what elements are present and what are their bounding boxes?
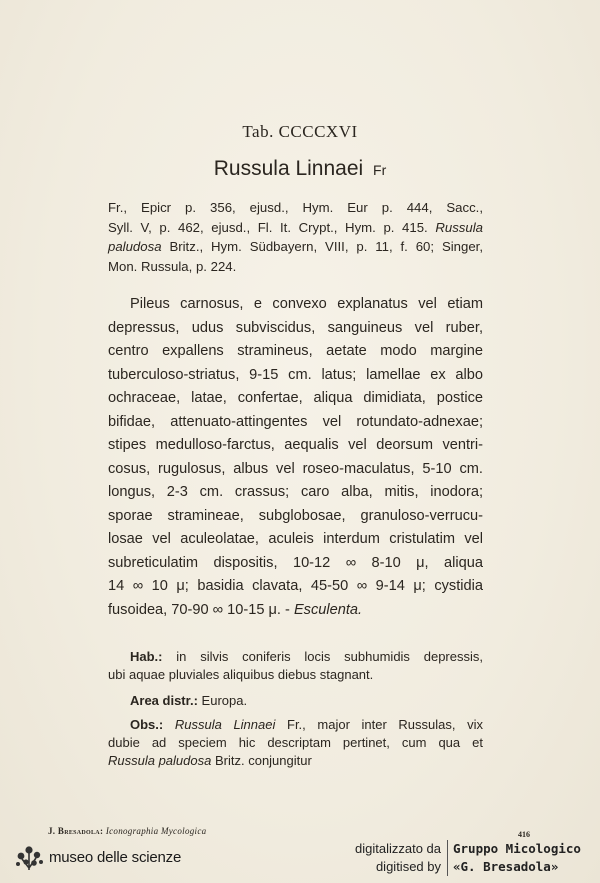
distribution-label: Area distr.: — [130, 693, 198, 708]
description-line: bifidae, attenuato-attingentes vel rotundato-adnexae; — [108, 413, 483, 430]
notes-block — [108, 648, 483, 770]
page-number: 416 — [518, 830, 530, 839]
distribution-line: Area distr.: Europa. — [130, 693, 248, 708]
species-name: Russula Linnaei — [213, 157, 364, 180]
habitat-line: ubi aquae pluviales aliquibus diebus stagnant. — [108, 667, 374, 682]
latin-description — [108, 293, 483, 622]
citation-italic: paludosa — [108, 239, 162, 254]
description-line: stipes medulloso-farctus, aequalis vel deorsum ventri- — [108, 437, 483, 453]
description-line: centro expallens stramineus, aetate modo margine — [108, 343, 483, 359]
description-line: cosus, rugulosus, albus vel roseo-maculatus, 5-10 cm. — [108, 460, 483, 477]
citation-line: Mon. Russula, p. 224. — [108, 258, 237, 274]
description-line: fusoidea, 70-90 ∞ 10-15 μ. - Esculenta. — [108, 601, 363, 618]
citation-block — [108, 198, 483, 276]
description-line: longus, 2-3 cm. crassus; caro alba, mitis, inodora; — [108, 484, 483, 500]
description-line: 14 ∞ 10 μ; basidia clavata, 45-50 ∞ 9-14 μ; cystidia — [108, 578, 483, 594]
habitat-line: Hab.: in silvis coniferis locis subhumidis depressis, — [130, 649, 483, 664]
description-line: tuberculoso-striatus, 9-15 cm. latus; lamellae ex albo — [108, 366, 483, 383]
edibility: Esculenta. — [293, 601, 363, 618]
description-line: depressus, udus subviscidus, sanguineus vel ruber, — [108, 319, 483, 336]
credit-org-line2: «G. Bresadola» — [453, 859, 559, 874]
species-author: Fr — [373, 162, 387, 178]
description-line: losae vel aculeolatae, aculeis interdum cristulatim vel — [108, 531, 483, 547]
running-footer — [48, 826, 206, 836]
citation-line: Fr., Epicr p. 356, ejusd., Hym. Eur p. 444, Sacc., — [108, 200, 483, 215]
habitat-label: Hab.: — [130, 649, 163, 664]
species-title — [0, 157, 600, 181]
citation-italic: Russula — [435, 219, 483, 235]
museum-logo — [12, 840, 181, 874]
museum-logo-text: museo delle scienze — [49, 848, 182, 866]
observation-line: dubie ad speciem hic descriptam pertinet, cum qua et — [108, 735, 483, 750]
description-line: sporae stramineae, subglobosae, granuloso-verrucu- — [108, 507, 483, 524]
description-line: Pileus carnosus, e convexo explanatus vel etiam — [130, 296, 483, 312]
description-line: ochraceae, latae, confertae, aliqua dimidiata, postice — [108, 390, 483, 406]
museum-logo-icon — [12, 842, 46, 872]
credit-label-it: digitalizzato da — [355, 841, 441, 856]
plate-number: Tab. CCCCXVI — [242, 122, 358, 141]
digitisation-credit — [355, 840, 581, 876]
observation-label: Obs.: — [130, 717, 164, 732]
observation-line: Russula paludosa Britz. conjungitur — [108, 753, 312, 768]
footer-work: Iconographia Mycologica — [105, 826, 207, 836]
citation-line: paludosa Britz., Hym. Südbayern, VIII, p. 11, f. 60; Singer, — [108, 239, 484, 254]
credit-org-line1: Gruppo Micologico — [453, 841, 581, 856]
observation-line: Obs.: Russula Linnaei Fr., major inter Russulas, vix — [130, 717, 483, 732]
description-line: subreticulatim dispositis, 10-12 ∞ 8-10 μ, aliqua — [108, 554, 483, 571]
credit-label-en: digitised by — [375, 859, 441, 874]
footer-author: J. Bresadola: — [48, 826, 104, 836]
citation-line: Syll. V, p. 462, ejusd., Fl. It. Crypt., Hym. p. 415. Russula — [108, 219, 483, 235]
